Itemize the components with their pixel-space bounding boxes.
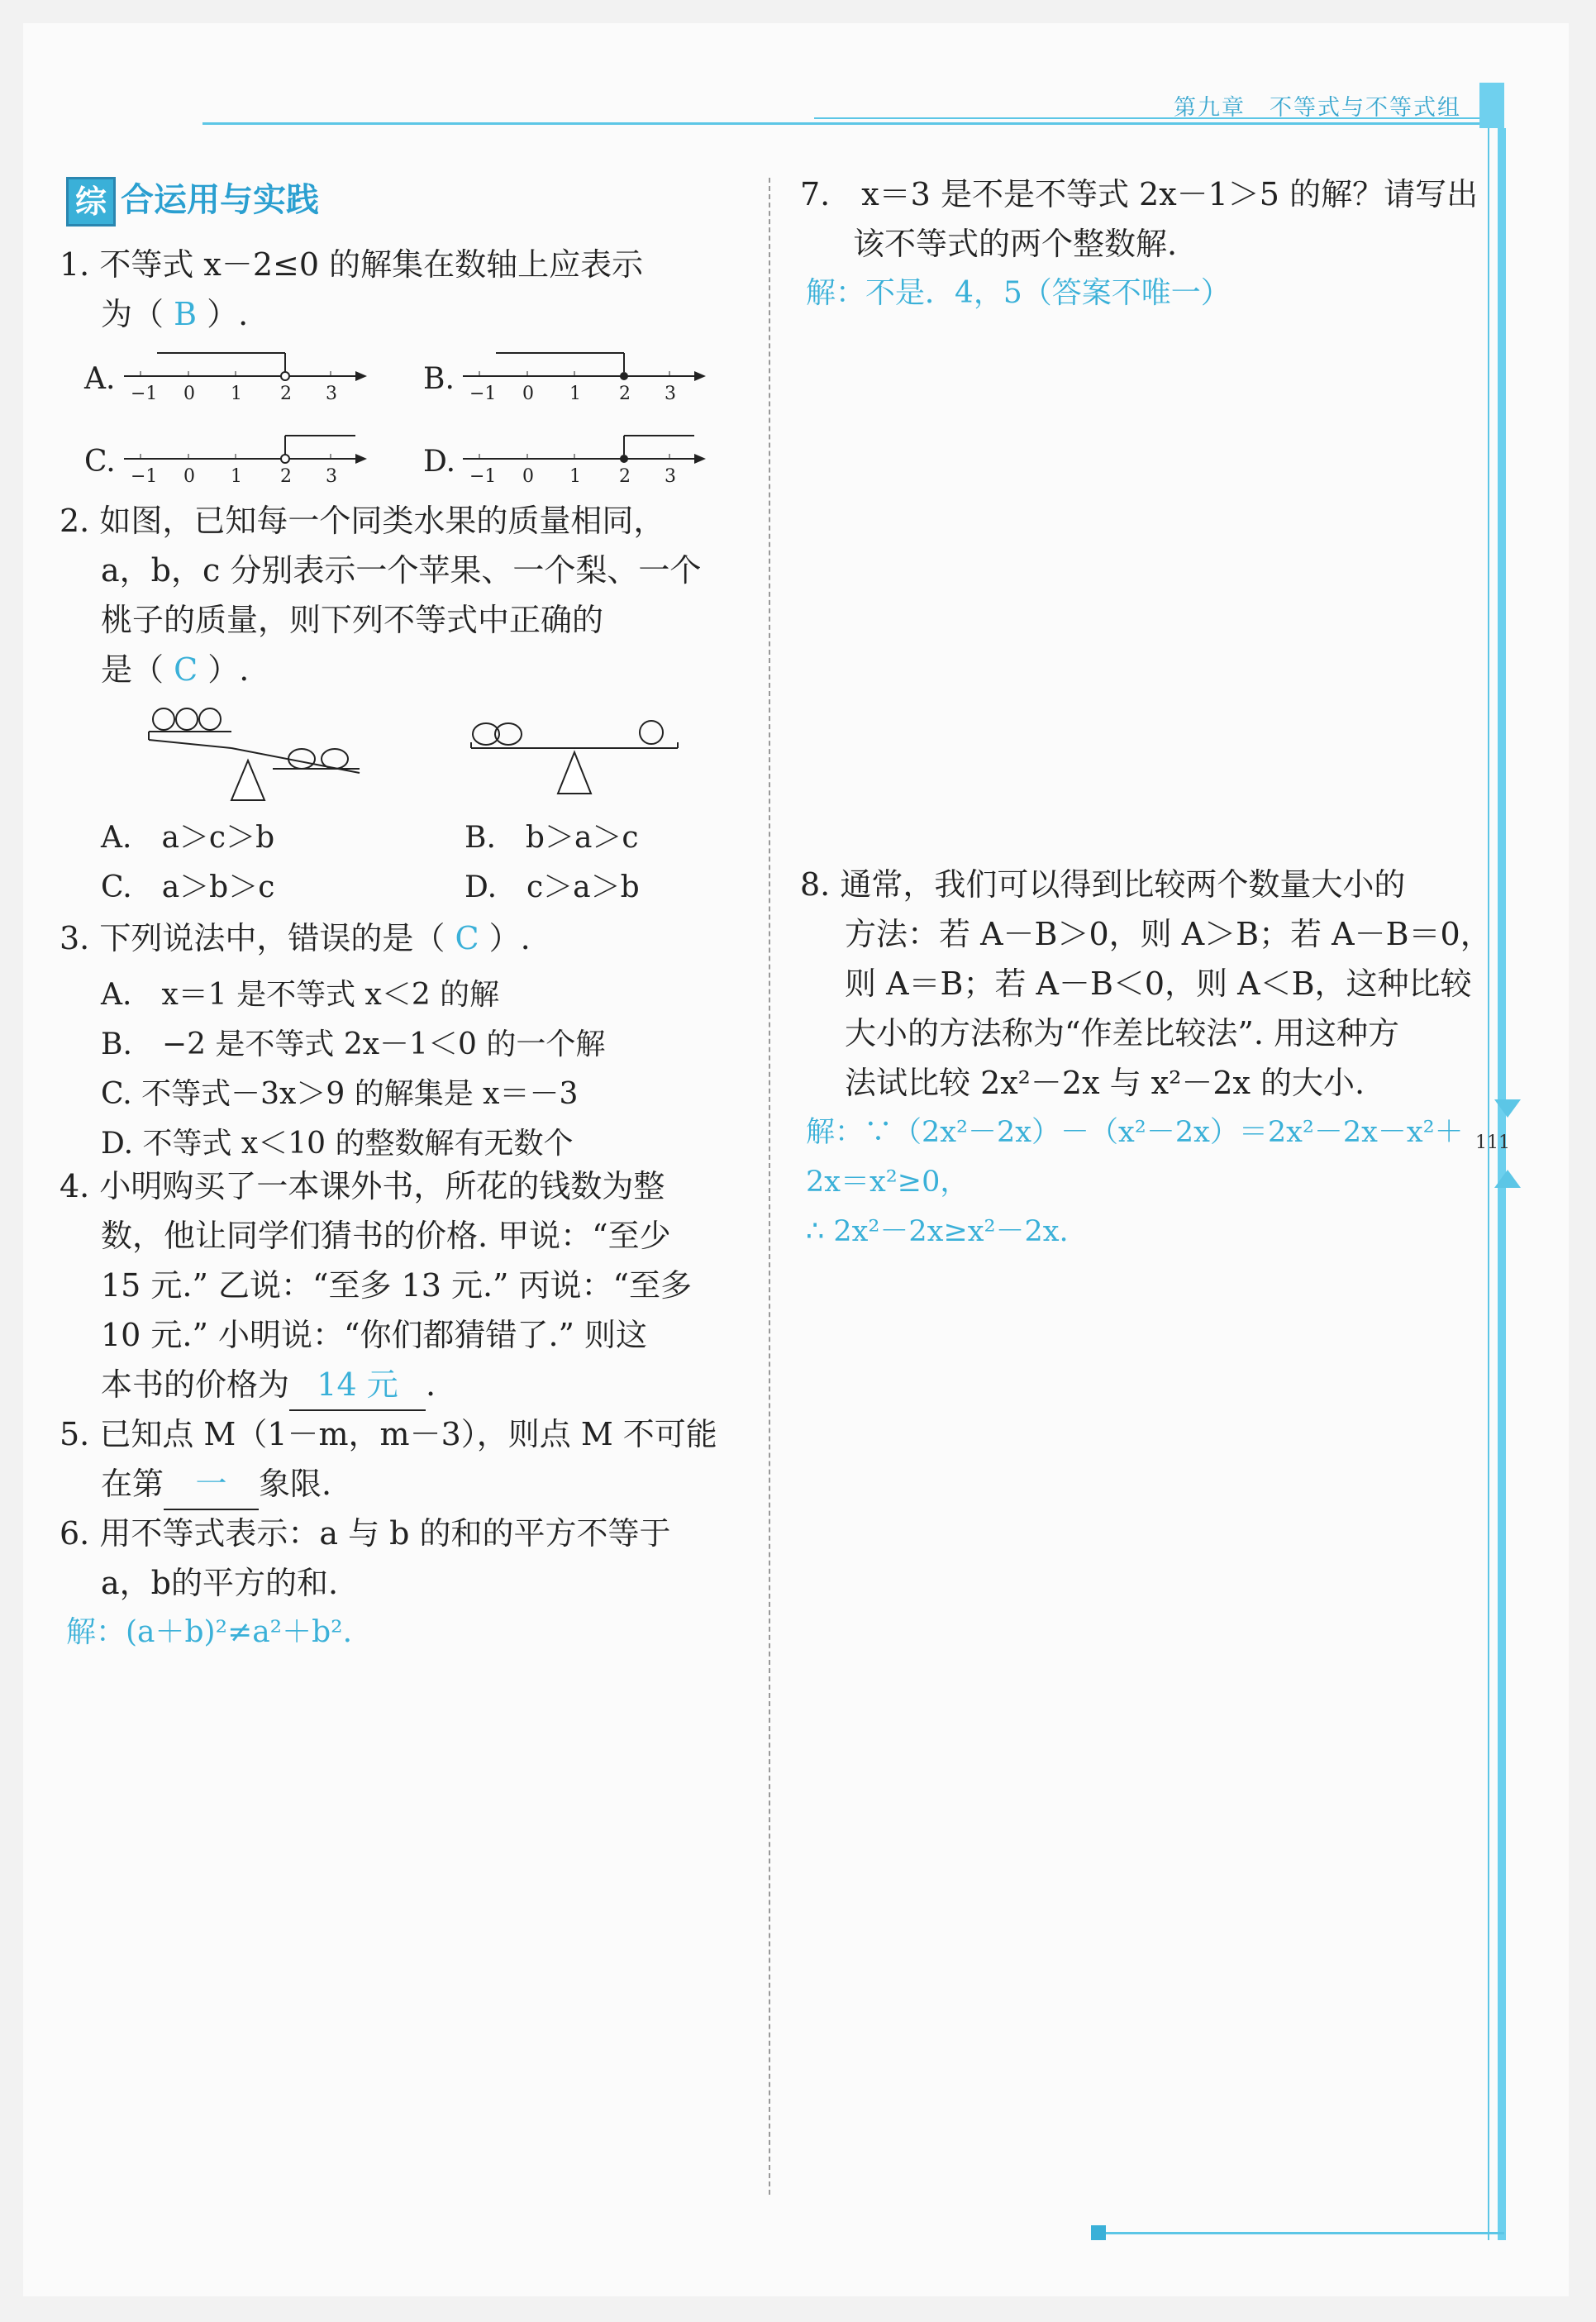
q2-line1: 2. 如图，已知每一个同类水果的质量相同， <box>60 503 665 539</box>
q1-option-c-label: C. <box>84 445 116 479</box>
tick-label: 1 <box>569 384 581 404</box>
q8-solution-line2: 2x＝x²≥0， <box>806 1166 970 1199</box>
page-number: 111 <box>1475 1132 1510 1153</box>
tick-label: 2 <box>280 466 292 487</box>
q5-stem: 在第 <box>101 1466 164 1502</box>
q4-line3: 15 元.” 乙说：“至多 13 元.” 丙说：“至多 <box>101 1267 692 1304</box>
q5-tail: 象限. <box>259 1466 332 1502</box>
q6-line1: 6. 用不等式表示：a 与 b 的和的平方不等于 <box>60 1515 671 1552</box>
q1-line1: 1. 不等式 x－2≤0 的解集在数轴上应表示 <box>60 246 644 283</box>
q3-stem: 3. 下列说法中，错误的是（ <box>60 920 445 956</box>
header-rule <box>202 122 1492 125</box>
q4-answer: 14 元 <box>289 1360 426 1411</box>
q4-line2: 数，他让同学们猜书的价格. 甲说：“至少 <box>101 1218 671 1254</box>
q2-paren-close: ）. <box>207 651 250 688</box>
section-title <box>66 174 319 226</box>
tick-label: 0 <box>522 384 534 404</box>
apple-icon <box>322 749 348 769</box>
q4-line1: 4. 小明购买了一本课外书，所花的钱数为整 <box>60 1168 665 1204</box>
q2-option-a: A. a＞c＞b <box>101 821 275 855</box>
q3-option-d: D. 不等式 x＜10 的整数解有无数个 <box>101 1127 574 1161</box>
column-divider <box>769 178 770 2195</box>
q5-line2 <box>101 1459 331 1510</box>
q6-line2: a，b的平方的和. <box>101 1565 339 1601</box>
tick-label: 1 <box>569 466 581 487</box>
q4-stem: 本书的价格为 <box>101 1366 290 1403</box>
tick-label: 1 <box>231 466 242 487</box>
tick-label: −1 <box>469 384 497 404</box>
q7-line1: 7. x＝3 是不是不等式 2x－1＞5 的解？请写出 <box>800 176 1479 212</box>
page-marker-top <box>1494 1099 1521 1118</box>
q2-line2: a，b，c 分别表示一个苹果、一个梨、一个 <box>101 552 702 589</box>
q6-solution: 解：(a＋b)²≠a²＋b². <box>66 1615 353 1649</box>
q7-solution: 解：不是．4，5（答案不唯一） <box>806 276 1231 310</box>
tick-label: 3 <box>665 466 676 487</box>
q1-paren-close: ）. <box>207 296 249 332</box>
q1-option-b-label: B. <box>423 362 455 396</box>
q1-answer: B <box>174 296 198 332</box>
q3-line1 <box>60 913 531 963</box>
tick-label: 3 <box>326 466 337 487</box>
q4-period: . <box>426 1366 436 1403</box>
q3-paren-close: ）. <box>488 920 531 956</box>
footer-square <box>1091 2225 1106 2240</box>
q1-numberline-c <box>116 426 372 492</box>
q2-option-c: C. a＞b＞c <box>101 870 275 904</box>
tick-label: 1 <box>231 384 242 404</box>
q8-line3: 则 A＝B；若 A－B＜0，则 A＜B，这种比较 <box>845 966 1472 1002</box>
fruit-icon <box>153 708 174 730</box>
footer-rule <box>1091 2232 1504 2234</box>
peach-icon <box>640 721 663 744</box>
q2-answer: C <box>174 651 198 688</box>
fruit-icon <box>176 708 198 730</box>
q8-line1: 8. 通常，我们可以得到比较两个数量大小的 <box>800 866 1406 903</box>
q8-line4: 大小的方法称为“作差比较法”. 用这种方 <box>845 1015 1400 1051</box>
right-frame-line <box>1488 128 1489 2240</box>
section-title-box: 综 <box>66 177 116 226</box>
fruit-icon <box>199 708 221 730</box>
q1-option-a-label: A. <box>84 362 116 396</box>
q2-option-d: D. c＞a＞b <box>465 870 640 904</box>
tick-label: 3 <box>326 384 337 404</box>
scale-fulcrum-icon <box>231 760 264 800</box>
q5-line1: 5. 已知点 M（1－m，m－3），则点 M 不可能 <box>60 1416 717 1452</box>
q8-solution-line3: ∴ 2x²－2x≥x²－2x. <box>806 1215 1069 1248</box>
q8-line5: 法试比较 2x²－2x 与 x²－2x 的大小. <box>845 1065 1365 1101</box>
tick-label: 0 <box>183 466 195 487</box>
tick-label: 0 <box>522 466 534 487</box>
tick-label: −1 <box>469 466 497 487</box>
tick-label: 2 <box>619 384 631 404</box>
q3-option-a: A. x＝1 是不等式 x＜2 的解 <box>101 978 500 1012</box>
q1-numberline-d <box>455 426 711 492</box>
tick-label: −1 <box>131 384 158 404</box>
q1-option-d-label: D. <box>423 445 456 479</box>
scale-fulcrum-icon <box>558 752 591 794</box>
q2-option-b: B. b＞a＞c <box>465 821 639 855</box>
tick-label: 0 <box>183 384 195 404</box>
tick-label: 2 <box>619 466 631 487</box>
apple-icon <box>288 749 315 769</box>
q4-line4: 10 元.” 小明说：“你们都猜错了.” 则这 <box>101 1317 648 1353</box>
q2-line4 <box>101 645 249 694</box>
q3-answer: C <box>455 920 479 956</box>
q5-answer: 一 <box>164 1459 259 1510</box>
q1-numberline-b <box>455 343 711 409</box>
q8-line2: 方法：若 A－B＞0，则 A＞B；若 A－B＝0， <box>845 916 1492 952</box>
tick-label: 3 <box>665 384 676 404</box>
q3-option-c: C. 不等式－3x＞9 的解集是 x＝－3 <box>101 1077 579 1111</box>
beam-line <box>149 740 231 748</box>
balance-scale-left <box>141 703 372 810</box>
section-title-text: 合运用与实践 <box>121 181 319 219</box>
header-tab <box>1479 83 1504 128</box>
q8-solution-line1: 解：∵（2x²－2x）－（x²－2x）＝2x²－2x－x²＋ <box>806 1116 1464 1149</box>
q2-paren-open: 是（ <box>101 651 164 688</box>
q1-line2 <box>101 289 248 339</box>
q1-paren-open: 为（ <box>101 296 164 332</box>
q1-numberline-a <box>116 343 372 409</box>
page-marker-bottom <box>1494 1170 1521 1188</box>
q3-option-b: B. −2 是不等式 2x－1＜0 的一个解 <box>101 1027 606 1061</box>
balance-scale-right <box>463 703 694 810</box>
chapter-header: 第九章 不等式与不等式组 <box>1174 95 1461 121</box>
q7-line2: 该不等式的两个整数解. <box>853 226 1178 262</box>
tick-label: 2 <box>280 384 292 404</box>
tick-label: −1 <box>131 466 158 487</box>
q4-line5 <box>101 1360 436 1411</box>
q2-line3: 桃子的质量，则下列不等式中正确的 <box>101 602 604 638</box>
